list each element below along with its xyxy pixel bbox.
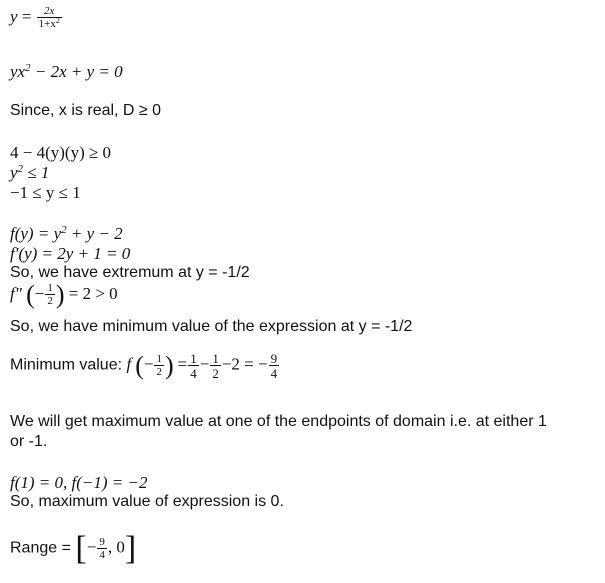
fraction-2x-over-1-plus-x-squared	[37, 6, 62, 30]
fraction-denominator: 4	[190, 366, 197, 381]
left-bracket: [	[75, 530, 87, 567]
fraction-numerator: 1	[47, 282, 53, 294]
exponent: 2	[25, 62, 31, 74]
fraction-denominator: 2	[47, 295, 53, 307]
term-rest: + y − 2	[66, 224, 123, 243]
minus-sign: −	[34, 283, 45, 303]
fraction-1-over-2	[45, 283, 55, 307]
exponent: 2	[61, 224, 67, 236]
term-f-y: f(y) = y	[10, 224, 62, 243]
term-rest: − 2x + y = 0	[30, 62, 123, 81]
term-f-double-prime: f″	[10, 283, 22, 303]
fraction-denominator: 4	[99, 549, 105, 561]
minus-sign: −	[143, 354, 154, 374]
equals-sign: =	[177, 354, 188, 374]
exponent: 2	[17, 163, 24, 175]
text-or-minus-1: or -1.	[10, 433, 48, 450]
minus-sign: −	[199, 354, 210, 374]
label-range: Range =	[10, 539, 76, 557]
text-maximum-endpoints: We will get maximum value at one of the endpoints of domain i.e. at either 1	[10, 413, 547, 430]
fraction-numerator: 1	[156, 353, 162, 365]
left-paren: (	[26, 280, 35, 309]
label-minimum-value: Minimum value:	[10, 356, 127, 374]
fraction-numerator: 9	[99, 536, 105, 548]
equation-discriminant: 4 − 4(y)(y) ≥ 0	[10, 143, 112, 162]
fraction-denominator: 4	[270, 366, 278, 381]
text-extremum: So, we have extremum at y = -1/2	[10, 264, 250, 281]
denominator-exponent: 2	[55, 16, 60, 25]
term-rest: −2 = −	[221, 354, 268, 374]
term-rest: = 2 > 0	[64, 283, 118, 303]
fraction-numerator: 9	[270, 351, 278, 366]
function-f: f	[126, 354, 132, 374]
equation-y-definition	[10, 6, 63, 30]
text-since-x-real: Since, x is real, D ≥ 0	[10, 102, 162, 119]
equation-endpoint-values: f(1) = 0, f(−1) = −2	[10, 473, 148, 492]
fraction-9-over-4	[269, 352, 280, 380]
text-minimum-at: So, we have minimum value of the expression at y = -1/2	[10, 318, 413, 335]
right-paren: )	[55, 280, 65, 309]
fraction-denominator: 2	[156, 366, 162, 378]
equals-sign: =	[21, 6, 32, 26]
term-rest: ≤ 1	[23, 163, 50, 182]
equation-minimum-value	[10, 352, 280, 380]
equation-range	[10, 532, 136, 566]
fraction-denominator	[37, 17, 62, 30]
equation-quadratic-form	[10, 62, 123, 82]
fraction-numerator: 1	[190, 351, 197, 366]
fraction-denominator: 2	[212, 366, 219, 381]
range-upper-bound: , 0	[107, 537, 125, 557]
equation-second-derivative	[10, 282, 118, 308]
variable-y: y	[10, 6, 18, 26]
equation-y-range: −1 ≤ y ≤ 1	[10, 183, 81, 202]
right-paren: )	[164, 351, 174, 380]
equation-f-of-y	[10, 224, 123, 244]
equation-derivative: f′(y) = 2y + 1 = 0	[10, 244, 131, 263]
fraction-1-over-2	[210, 352, 221, 380]
term-yx: yx	[10, 62, 26, 81]
minus-sign: −	[86, 537, 97, 557]
right-bracket: ]	[124, 530, 137, 567]
term-y: y	[10, 163, 18, 182]
fraction-1-over-4	[188, 352, 199, 380]
text-maximum-value: So, maximum value of expression is 0.	[10, 493, 284, 510]
equation-y-squared-le-1	[10, 163, 49, 183]
fraction-numerator: 1	[212, 351, 219, 366]
denominator-base: 1+x	[38, 18, 56, 30]
fraction-1-over-2	[154, 354, 164, 378]
fraction-numerator: 2x	[44, 5, 55, 17]
left-paren: (	[135, 351, 144, 380]
fraction-9-over-4	[97, 537, 107, 561]
